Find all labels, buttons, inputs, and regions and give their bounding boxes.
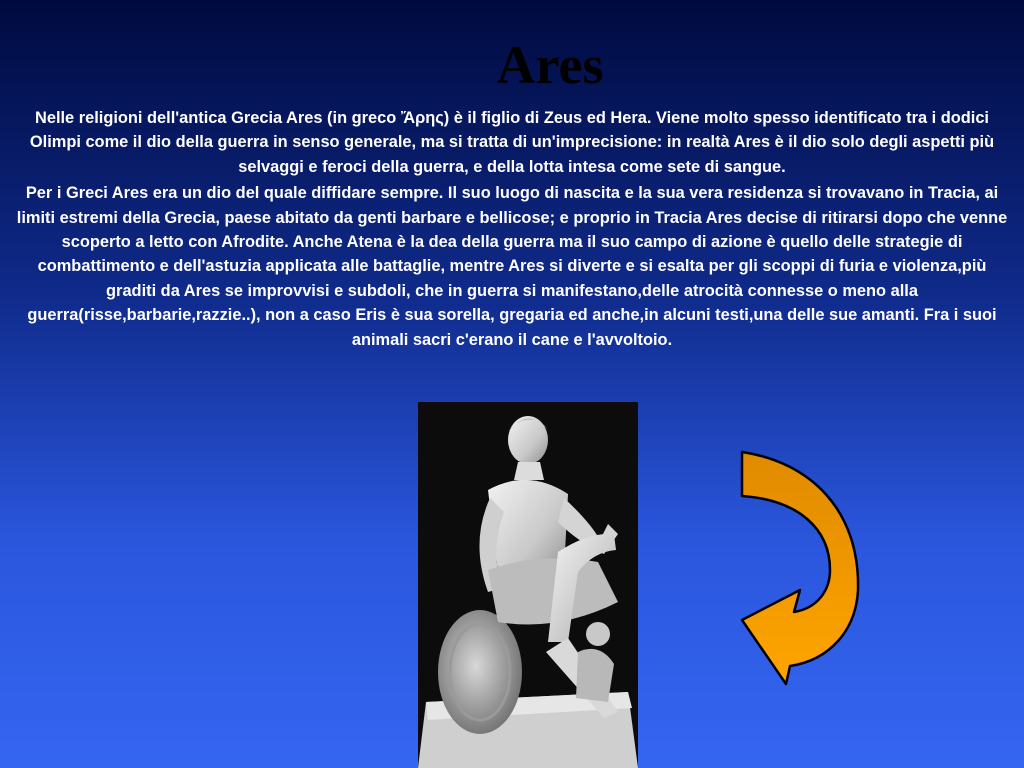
paragraph-intro: Nelle religioni dell'antica Grecia Ares (in greco Ἄρης) è il figlio di Zeus ed Hera. Viene molto spesso identificato tra i dodici Olimpi come il dio della guerra in senso generale, ma si tratta di un'imprecisione: in realtà Ares è il dio solo degli aspetti più selvaggi e feroci della guerra, e della lotta intesa come sete di sangue. bbox=[29, 109, 995, 176]
curved-arrow-icon bbox=[730, 440, 880, 700]
paragraph-details: Per i Greci Ares era un dio del quale diffidare sempre. Il suo luogo di nascita e la sua vera residenza si trovavano in Tracia, ai limiti estremi della Grecia, paese abitato da genti barbare e bellicose; e proprio in Tracia Ares decise di ritirarsi dopo che venne scoperto a letto con Afrodite. Anche Atena è la dea della guerra ma il suo campo di azione è quello delle strategie di combattimento e dell'astuzia applicata alle battaglie, mentre Ares si diverte e si esalta per gli scoppi di furia e violenza,più graditi da Ares se improvvisi e subdoli, che in guerra si manifestano,delle atrocità connesse o meno alla guerra(risse,barbarie,razzie..), non a caso Eris è sua sorella, gregaria ed anche,in alcuni testi,una delle sue amanti. Fra i suoi animali sacri c'erano il cane e l'avvoltoio. bbox=[16, 184, 1008, 349]
slide-title: Ares bbox=[496, 35, 604, 95]
curved-arrow bbox=[730, 440, 880, 700]
statue-image bbox=[418, 402, 638, 768]
slide-body bbox=[14, 106, 1010, 354]
statue-photo bbox=[418, 402, 638, 768]
